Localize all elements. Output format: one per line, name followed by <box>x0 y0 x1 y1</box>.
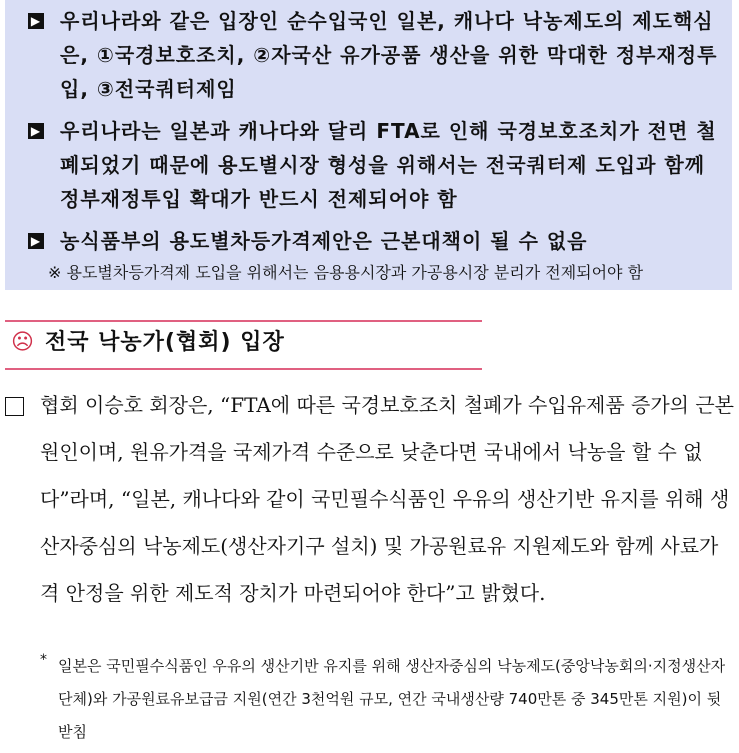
arrow-right-icon: ▶ <box>28 233 44 249</box>
arrow-right-icon: ▶ <box>28 123 44 139</box>
summary-bullet-1 <box>28 4 728 106</box>
bullet-text: 우리나라는 일본과 캐나다와 달리 FTA로 인해 국경보호조치가 전면 철폐되었기 때문에 용도별시장 형성을 위해서는 전국쿼터제 도입과 함께 정부재정투입 확대가 반드시 전제되어야 함 <box>60 119 717 211</box>
frown-icon: ☹ <box>11 330 34 355</box>
arrow-right-icon: ▶ <box>28 13 44 29</box>
footnote <box>40 650 735 749</box>
section-title: 전국 낙농가(협회) 입장 <box>45 330 285 355</box>
section-heading <box>5 320 482 370</box>
bullet-text: 우리나라와 같은 입장인 순수입국인 일본, 캐나다 낙농제도의 제도핵심은, ①국경보호조치, ②자국산 유가공품 생산을 위한 막대한 정부재정투입, ③전국쿼터제임 <box>60 9 718 101</box>
summary-note: ※ 용도별차등가격제 도입을 위해서는 음용용시장과 가공용시장 분리가 전제되어야 함 <box>48 263 644 282</box>
paragraph-text: 협회 이승호 회장은, “FTA에 따른 국경보호조치 철폐가 수입유제품 증가의 근본원인이며, 원유가격을 국제가격 수준으로 낮춘다면 국내에서 낙농을 할 수 없다”라며, “일본, 캐나다와 같이 국민필수식품인 우유의 생산기반 유지를 위해 생산자중심의 낙농제도(생산자기구 설치) 및 가공원료유 지원제도와 함께 사료가격 안정을 위한 제도적 장치가 마련되어야 한다”고 밝혔다. <box>40 393 734 605</box>
statement-paragraph <box>5 382 735 617</box>
checkbox-icon <box>5 397 24 416</box>
footnote-text: 일본은 국민필수식품인 우유의 생산기반 유지를 위해 생산자중심의 낙농제도(중앙낙농회의·지정생산자단체)와 가공원료유보급금 지원(연간 3천억원 규모, 연간 국내생산량 740만톤 중 345만톤 지원)이 뒷받침 <box>58 657 726 741</box>
footnote-marker: * <box>40 652 47 668</box>
bullet-text: 농식품부의 용도별차등가격제안은 근본대책이 될 수 없음 <box>60 229 588 253</box>
summary-bullet-3 <box>28 224 728 258</box>
summary-bullet-2 <box>28 114 728 216</box>
